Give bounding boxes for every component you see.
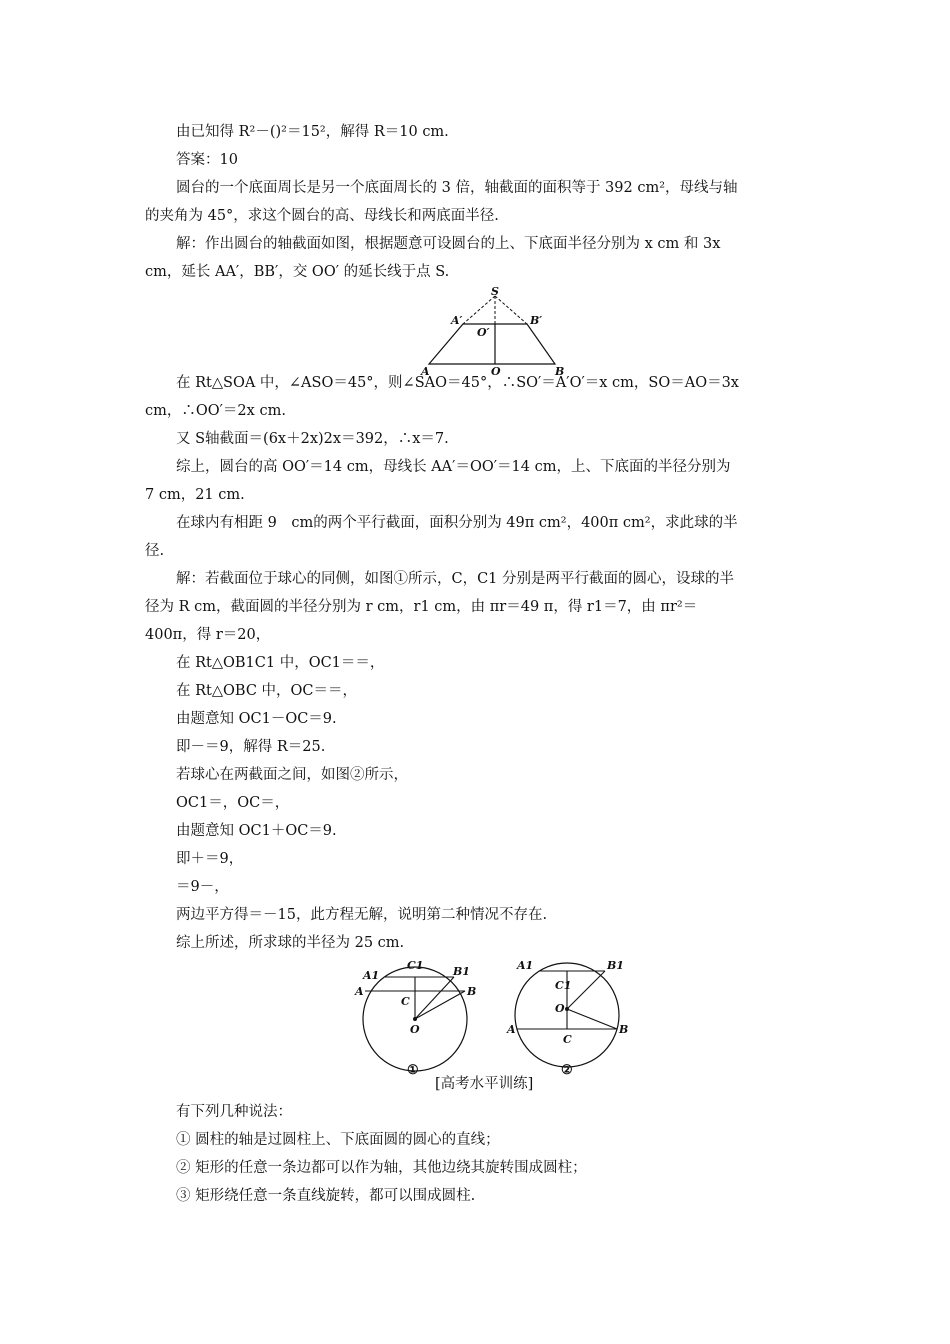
label-a1: A1 <box>517 959 534 972</box>
text-line: 两边平方得＝－15，此方程无解，说明第二种情况不存在. <box>176 907 548 923</box>
text-line: 答案：10 <box>176 152 238 168</box>
label-b1: B1 <box>607 959 624 972</box>
center-dot <box>565 1007 569 1011</box>
text-line: 若球心在两截面之间，如图②所示， <box>176 767 408 783</box>
text-line: ① 圆柱的轴是过圆柱上、下底面圆的圆心的直线； <box>176 1132 500 1148</box>
text-line: ③ 矩形绕任意一条直线旋转，都可以围成圆柱. <box>176 1188 476 1204</box>
label-o: O <box>491 365 501 376</box>
segment-ob <box>567 1009 617 1029</box>
label-b: B <box>555 365 565 376</box>
label-c: C <box>401 995 410 1008</box>
label-c: C <box>563 1033 572 1046</box>
label-c1: C1 <box>555 979 572 992</box>
text-line: 解：若截面位于球心的同侧，如图①所示，C，C1 分别是两平行截面的圆心，设球的半 <box>176 571 735 587</box>
segment-ob1 <box>415 977 454 1019</box>
text-line: 圆台的一个底面周长是另一个底面周长的 3 倍，轴截面的面积等于 392 cm²，母线与轴 <box>176 180 738 196</box>
label-o: O <box>555 1002 565 1015</box>
text-line: cm，∴OO′＝2x cm. <box>145 403 286 419</box>
label-a-prime: A′ <box>451 314 463 327</box>
label-b1: B1 <box>453 965 470 978</box>
text-line: OC1＝，OC＝， <box>176 795 290 811</box>
text-line: 在 Rt△OBC 中，OC＝＝， <box>176 683 358 699</box>
dashed-sa-segment <box>463 296 495 324</box>
segment-ob <box>415 991 465 1019</box>
text-line: 在球内有相距 9 cm的两个平行截面，面积分别为 49π cm²，400π cm²，求此球的半 <box>176 515 738 531</box>
dashed-sb-segment <box>495 296 527 324</box>
label-a: A <box>421 365 430 376</box>
text-line: 由已知得 R²－()²＝15²，解得 R＝10 cm. <box>176 124 449 140</box>
figure-number: ① <box>407 1063 419 1078</box>
sphere-same-side-figure <box>345 957 485 1079</box>
label-b: B <box>619 1023 629 1036</box>
text-line: 由题意知 OC1－OC＝9. <box>176 711 337 727</box>
text-line: 即＋＝9， <box>176 851 244 867</box>
figure-number: ② <box>561 1063 573 1078</box>
text-line: 在 Rt△SOA 中，∠ASO＝45°，则∠SAO＝45°，∴SO′＝A′O′＝x cm，SO＝AO＝3x <box>176 375 739 391</box>
section-heading: [高考水平训练] <box>435 1076 534 1092</box>
trapezoid-outline <box>429 324 555 364</box>
label-a: A <box>507 1023 516 1036</box>
text-line: 综上所述，所求球的半径为 25 cm. <box>176 935 405 951</box>
center-dot <box>413 1017 417 1021</box>
text-line: 400π，得 r＝20， <box>145 627 271 643</box>
label-o: O <box>410 1023 420 1036</box>
text-line: 又 S轴截面＝(6x＋2x)2x＝392，∴x＝7. <box>176 431 449 447</box>
label-c1: C1 <box>407 959 424 972</box>
text-line: ＝9－， <box>176 879 229 895</box>
segment-ob1 <box>567 971 605 1009</box>
text-line: 由题意知 OC1＋OC＝9. <box>176 823 337 839</box>
text-line: cm，延长 AA′，BB′，交 OO′ 的延长线于点 S. <box>145 264 450 280</box>
label-b-prime: B′ <box>530 314 543 327</box>
label-b: B <box>467 985 477 998</box>
text-line: 的夹角为 45°，求这个圆台的高、母线长和两底面半径. <box>145 208 499 224</box>
text-line: 综上，圆台的高 OO′＝14 cm，母线长 AA′＝OO′＝14 cm，上、下底面的半径分别为 <box>176 459 731 475</box>
text-line: ② 矩形的任意一条边都可以作为轴，其他边绕其旋转围成圆柱； <box>176 1160 587 1176</box>
text-line: 在 Rt△OB1C1 中，OC1＝＝， <box>176 655 385 671</box>
label-a: A <box>355 985 364 998</box>
label-s: S <box>491 286 499 298</box>
text-line: 径为 R cm，截面圆的半径分别为 r cm，r1 cm，由 πr＝49 π，得 r1＝7，由 πr²＝ <box>145 599 698 615</box>
text-line: 有下列几种说法： <box>176 1104 292 1120</box>
text-line: 解：作出圆台的轴截面如图，根据题意可设圆台的上、下底面半径分别为 x cm 和 3x <box>176 236 721 252</box>
text-line: 径. <box>145 543 165 559</box>
text-line: 7 cm，21 cm. <box>145 487 245 503</box>
sphere-between-sections-figure <box>505 957 640 1079</box>
frustum-axial-section-figure <box>415 286 585 376</box>
label-o-prime: O′ <box>477 326 490 339</box>
text-line: 即－＝9，解得 R＝25. <box>176 739 326 755</box>
label-a1: A1 <box>363 969 380 982</box>
